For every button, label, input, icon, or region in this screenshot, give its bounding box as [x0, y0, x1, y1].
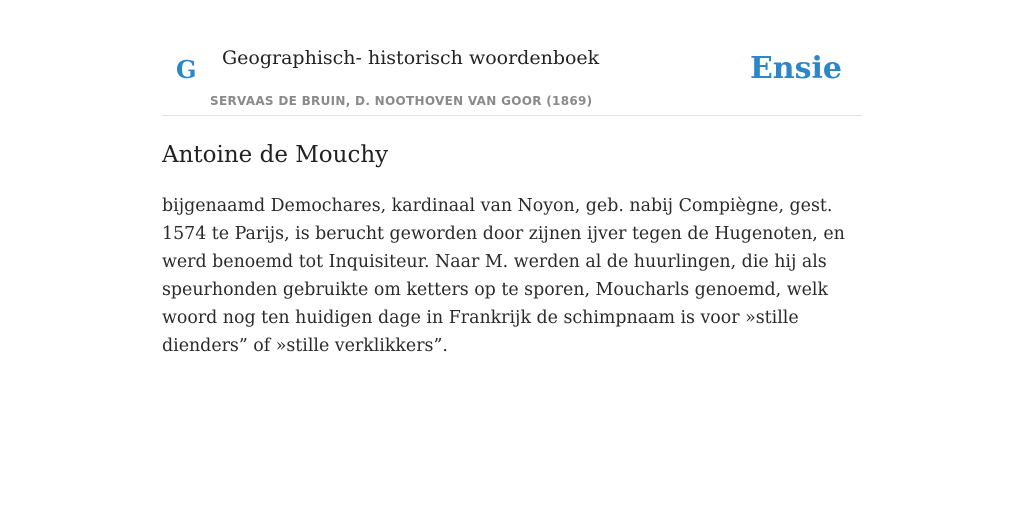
- book-authors: SERVAAS DE BRUIN, D. NOOTHOVEN VAN GOOR (1869): [210, 94, 593, 108]
- book-header: [162, 0, 862, 116]
- entry-body-text: bijgenaamd Demochares, kardinaal van Noyon, geb. nabij Compiègne, gest. 1574 te Parijs, is berucht geworden door zijnen ijver tegen de Hugenoten, en werd benoemd tot Inquisiteur. Naar M. werden al de huurlingen, die hij als speurhonden gebruikte om ketters op te sporen, Moucharls genoemd, welk woord nog ten huidigen dage in Frankrijk de schimpnaam is voor »stille dienders” of »stille verklikkers”.: [162, 196, 845, 356]
- entry-title: Antoine de Mouchy: [162, 142, 389, 168]
- book-letter-badge[interactable]: G: [176, 55, 197, 84]
- book-title-link[interactable]: Geographisch- historisch woordenboek: [222, 47, 600, 69]
- page-container: [162, 0, 862, 512]
- ensie-logo-link[interactable]: Ensie: [749, 51, 842, 86]
